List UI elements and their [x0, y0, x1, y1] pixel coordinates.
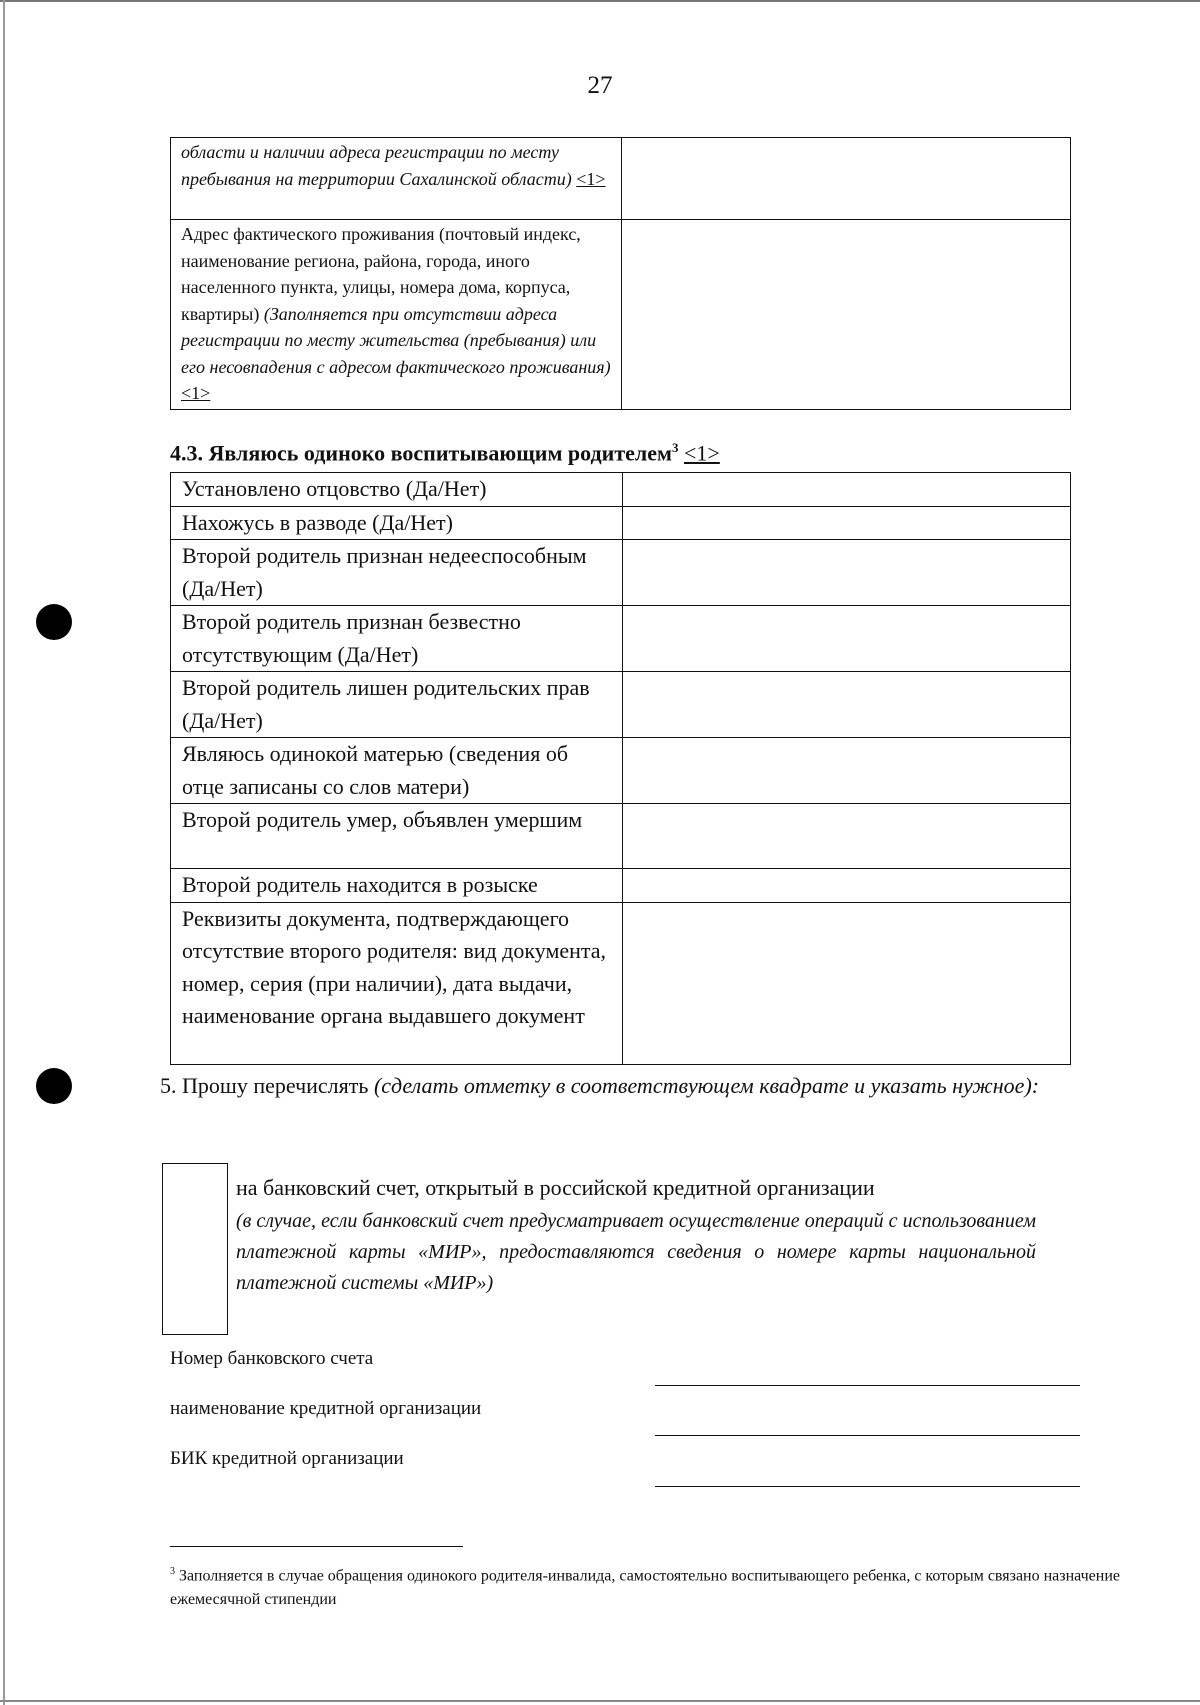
row-label-italic: области и наличии адреса регистрации по месту пребывания на территории Сахалинской области)	[181, 142, 572, 189]
address-table	[170, 137, 1071, 410]
row-label: Реквизиты документа, подтверждающего отсутствие второго родителя: вид документа, номер, серия (при наличии), дата выдачи, наименование органа выдавшего документ	[171, 902, 623, 1064]
answer-cell[interactable]	[623, 540, 1071, 606]
table-row	[171, 540, 1071, 606]
scan-left-edge	[3, 0, 5, 1705]
row-label: Нахожусь в разводе (Да/Нет)	[171, 506, 623, 540]
table-row	[171, 138, 1071, 220]
row-label: Установлено отцовство (Да/Нет)	[171, 473, 623, 507]
footnote-divider	[170, 1546, 463, 1547]
punch-hole-lower	[36, 1068, 72, 1104]
ref-link[interactable]: <1>	[576, 168, 606, 189]
answer-cell[interactable]	[623, 738, 1071, 804]
section-5-instruction: (сделать отметку в соответствующем квадрате и указать нужное):	[373, 1073, 1040, 1098]
table-row	[171, 506, 1071, 540]
row-label: Являюсь одинокой матерью (сведения об отце записаны со слов матери)	[171, 738, 623, 804]
answer-cell[interactable]	[623, 473, 1071, 507]
table-row	[171, 738, 1071, 804]
address-label-cell	[171, 220, 622, 410]
answer-cell[interactable]	[622, 138, 1071, 220]
section-title: Являюсь одиноко воспитывающим родителем	[208, 440, 672, 466]
address-label-cell	[171, 138, 622, 220]
footnote	[170, 1560, 1120, 1612]
answer-cell[interactable]	[623, 672, 1071, 738]
section-5-lead: 5. Прошу перечислять	[160, 1073, 369, 1098]
footnote-text: Заполняется в случае обращения одинокого родителя-инвалида, самостоятельно воспитывающего ребенка, с которым связано назначение ежемесячной стипендии	[170, 1567, 1120, 1609]
answer-cell[interactable]	[623, 804, 1071, 869]
bank-option-label: на банковский счет, открытый в российской кредитной организации	[236, 1175, 875, 1200]
page-number: 27	[587, 72, 613, 99]
row-label: Адрес фактического проживания (почтовый индекс, наименование региона, района, города, иного населенного пункта, улицы, номера дома, корпуса, квартиры)	[181, 224, 581, 324]
account-number-label: Номер банковского счета	[170, 1348, 374, 1369]
bik-label: БИК кредитной организации	[170, 1448, 404, 1469]
ref-link[interactable]: <1>	[684, 440, 720, 466]
table-row	[171, 869, 1071, 903]
table-row	[171, 672, 1071, 738]
row-label: Второй родитель умер, объявлен умершим	[171, 804, 623, 869]
table-row	[171, 902, 1071, 1064]
row-label: Второй родитель признан безвестно отсутствующим (Да/Нет)	[171, 606, 623, 672]
footnote-mark: 3	[672, 440, 679, 455]
scan-top-edge	[0, 0, 1200, 2]
bank-option-note: (в случае, если банковский счет предусматривает осуществление операций с использованием платежной карты «МИР», предоставляются сведения о номере карты национальной платежной системы «МИР»)	[236, 1210, 1036, 1294]
answer-cell[interactable]	[623, 606, 1071, 672]
footnote-mark: 3	[170, 1566, 175, 1577]
single-parent-table	[170, 472, 1071, 1065]
bank-name-field[interactable]	[655, 1435, 1080, 1436]
row-label: Второй родитель лишен родительских прав (Да/Нет)	[171, 672, 623, 738]
answer-cell[interactable]	[623, 506, 1071, 540]
ref-link[interactable]: <1>	[181, 383, 211, 403]
bik-field[interactable]	[655, 1486, 1080, 1487]
answer-cell[interactable]	[622, 220, 1071, 410]
table-row	[171, 473, 1071, 507]
row-label-italic: (Заполняется при отсутствии адреса регистрации по месту жительства (пребывания) или его несовпадения с адресом фактического проживания)	[181, 303, 611, 377]
table-row	[171, 804, 1071, 869]
bank-name-label: наименование кредитной организации	[170, 1398, 482, 1419]
row-label: Второй родитель находится в розыске	[171, 869, 623, 903]
table-row	[171, 606, 1071, 672]
table-row	[171, 220, 1071, 410]
answer-cell[interactable]	[623, 902, 1071, 1064]
section-heading-4-3	[170, 440, 720, 466]
punch-hole-upper	[36, 604, 72, 640]
answer-cell[interactable]	[623, 869, 1071, 903]
row-label: Второй родитель признан недееспособным (Да/Нет)	[171, 540, 623, 606]
account-number-field[interactable]	[655, 1385, 1080, 1386]
section-number: 4.3.	[170, 440, 203, 466]
section-5-intro	[160, 1069, 1040, 1103]
scan-bottom-edge	[0, 1700, 1200, 1702]
bank-account-checkbox[interactable]	[162, 1163, 228, 1335]
